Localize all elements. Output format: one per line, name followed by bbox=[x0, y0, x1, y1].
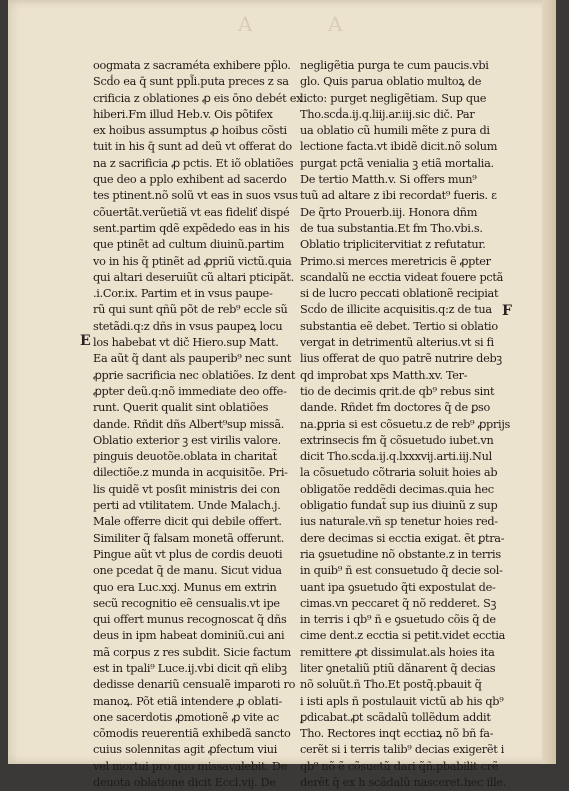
margin-marker-right: F bbox=[502, 303, 512, 319]
text-line: Tho.scḋa.ij.q.liij.ar.iij.sic dič. Par bbox=[300, 107, 475, 121]
text-line: qd improbat xps Matth.xv. Ter- bbox=[300, 368, 468, 382]
text-line: nõ soluũt.ñ Tho.Et postq̃.pbauit q̃ bbox=[300, 678, 482, 692]
text-line: vel mortui pro quo missavalebit. De bbox=[93, 759, 288, 773]
text-line: dilectiõe.z munda in acquisitõe. Pri- bbox=[93, 466, 288, 480]
running-head-left: A bbox=[238, 12, 255, 36]
text-line: derẽt q̃ ex h scãdalũ nasceret.hec ille. bbox=[300, 776, 507, 790]
text-line: cuius solennitas agit ꝓfectum viui bbox=[93, 743, 278, 757]
text-line: perti ad vtilitatem. Unde Malach.j. bbox=[93, 499, 281, 513]
text-line: ius naturale.vñ sp tenetur hoies red- bbox=[300, 515, 498, 529]
text-line: vo in his q̃ ptinẽt ad ꝓpriũ victũ.quia bbox=[93, 254, 292, 268]
text-line: qui altari deseruiũt cũ altari pticipãt. bbox=[93, 270, 294, 284]
text-line: lis quidẽ vt posſit ministris dei con bbox=[93, 482, 280, 496]
text-line: de tua substantia.Et fm Tho.vbi.s. bbox=[300, 221, 483, 235]
left-text-column bbox=[93, 58, 305, 791]
text-line: substantia eẽ debet. Tertio si oblatio bbox=[300, 319, 498, 333]
text-line: Primo.si merces meretricis ẽ ꝓpter bbox=[300, 254, 491, 268]
text-line: qui offert munus recognoscat q̃ dñs bbox=[93, 613, 287, 627]
right-text-column bbox=[300, 58, 512, 791]
text-line: ꝓpter deũ.q:nõ immediate deo offe- bbox=[93, 384, 287, 398]
running-head bbox=[8, 6, 556, 36]
text-line: crificia z oblationes ꝓ eis ōno debét ex bbox=[93, 91, 303, 105]
text-line: Similiter q̃ falsam monetã offerunt. bbox=[93, 531, 285, 545]
text-line: deus in ipm habeat dominiũ.cui ani bbox=[93, 629, 285, 643]
text-line: remittere ꝓt dissimulat.als hoies ita bbox=[300, 645, 495, 659]
running-head-right: A bbox=[328, 12, 345, 36]
text-line: i isti apls ñ postulauit victũ ab his qb⁹ bbox=[300, 694, 504, 708]
text-line: est in tpali⁹ Luce.ij.vbi dicit qñ elibꝫ bbox=[93, 661, 287, 675]
text-line: one pcedat q̃ de manu. Sicut vidua bbox=[93, 564, 282, 578]
book-page bbox=[8, 0, 556, 790]
text-line: Scḋo de illicite acquisitis.q:z de tua bbox=[300, 303, 492, 317]
text-line: que ptinẽt ad cultum diuinũ.partim bbox=[93, 238, 285, 252]
margin-marker-left: E bbox=[80, 333, 91, 349]
text-line: ua oblatio cũ humili mẽte z pura di bbox=[300, 124, 490, 138]
text-line: glo. Quis parua oblatio multoꝝ de bbox=[300, 75, 482, 89]
text-line: dicit Tho.scḋa.ij.q.lxxxvij.arti.iij.Nul bbox=[300, 450, 492, 464]
text-line: oogmata z sacraméta exhibere pp̃lo. bbox=[93, 59, 291, 72]
text-line: Tho. Rectores inqt ecctiaꝝ nõ bñ fa- bbox=[300, 727, 494, 741]
text-line: Oblatio exterior ꝫ est virilis valore. bbox=[93, 433, 281, 447]
text-line: negligẽtia purga te cum paucis.vbi bbox=[300, 59, 489, 72]
text-line: Scḋo ea q̄ sunt ppl̃i.puta preces z sa bbox=[93, 75, 289, 89]
text-line: Ea aũt q̃ dant als pauperib⁹ nec sunt bbox=[93, 352, 292, 366]
text-line: Male offerre dicit qui debile offert. bbox=[93, 515, 282, 529]
text-line: stetãdi.q:z dñs in vsus paupeꝝ locu bbox=[93, 319, 283, 333]
text-line: lectione facta.vt ibidẽ dicit.nõ solum bbox=[300, 140, 498, 154]
text-line: dande. Rñdit dñs Albert⁹sup missã. bbox=[93, 417, 285, 431]
text-line: Oblatio triplicitervitiat z refutatur. bbox=[300, 238, 486, 252]
text-line: obligatio fundat̃ sup ius diuinũ z sup bbox=[300, 499, 498, 513]
text-line: cimas.vn peccaret q̃ nõ redderet. Sꝫ bbox=[300, 596, 497, 610]
text-line: uant ipa ꝯsuetudo q̃ti expostulat de- bbox=[300, 580, 496, 594]
text-line: rũ qui sunt qñũ põt de reb⁹ eccle sũ bbox=[93, 303, 288, 317]
text-line: tuũ ad altare z ibi recordat⁹ fueris. ε bbox=[300, 189, 497, 203]
text-line: .i.Cor.ix. Partim et in vsus paupe- bbox=[93, 287, 273, 301]
text-line: qb⁹ nõ ẽ cõsuetũ dari q̃ñ.pbabilit crẽ bbox=[300, 759, 499, 773]
text-line: los habebat vt dič Hiero.sup Matt. bbox=[93, 336, 279, 350]
text-line: tuit in his q̄ sunt ad deũ vt offerat do bbox=[93, 140, 292, 154]
text-line: dere decimas si ecctia exigat. ẽt ꝑtra- bbox=[300, 531, 505, 545]
text-line: licto: purget negligẽtiam. Sup que bbox=[300, 91, 487, 105]
text-line: secũ recognitio eẽ censualis.vt ipe bbox=[93, 596, 280, 610]
text-line: deuota oblatione dicit Eccl.vij. De bbox=[93, 776, 276, 790]
text-line: one sacerdotis ꝓmotionẽ ꝓ vite ac bbox=[93, 710, 279, 724]
text-line: cõuertãt.verũetiã vt eas fideliť dispé bbox=[93, 205, 290, 219]
text-line: la cõsuetudo cõtraria soluit hoies ab bbox=[300, 466, 498, 480]
text-line: obligatõe reddẽdi decimas.quia hec bbox=[300, 482, 494, 496]
text-line: si de lucro peccati oblationẽ recipiat bbox=[300, 287, 499, 301]
text-line: cõmodis reuerentiã exhibedã sancto bbox=[93, 727, 291, 741]
text-line: purgat pctã venialia ꝫ etiã mortalia. bbox=[300, 156, 494, 170]
text-line: dande. Rñdet fm doctores q̃ de ꝑso bbox=[300, 401, 491, 415]
text-line: manoꝝ. Põt etiã intendere ꝓ oblati- bbox=[93, 694, 282, 708]
text-line: ꝑdicabat.ꝓt scãdalũ tollẽdum addit bbox=[300, 710, 491, 724]
text-line: sent.partim qdẽ expẽdedo eas in his bbox=[93, 221, 290, 235]
text-line: hiberi.Fm illud Heb.v. Ois põtifex bbox=[93, 107, 273, 121]
text-line: tio de decimis qrit.de qb⁹ rebus sint bbox=[300, 384, 495, 398]
text-line: De tertio Matth.v. Si offers mun⁹ bbox=[300, 173, 477, 187]
text-line: tes ptinent.nõ solũ vt eas in suos vsus bbox=[93, 189, 298, 203]
text-line: dedisse denariũ censualẽ imparoti ro bbox=[93, 678, 296, 692]
text-line: extrinsecis fm q̃ cõsuetudo iubet.vn bbox=[300, 433, 494, 447]
text-line: runt. Querit qualit sint oblatiões bbox=[93, 401, 269, 415]
text-line: ria ꝯsuetudine nõ obstante.z in terris bbox=[300, 547, 501, 561]
text-line: cime dent.z ecctia si petit.videt ecctia bbox=[300, 629, 506, 643]
text-line: na z sacrificia ꝓ pctis. Et iõ oblatiões bbox=[93, 156, 294, 170]
text-line: mã corpus z res subdit. Sicie factum bbox=[93, 645, 291, 659]
text-line: liter ꝯnetaliũ ptiũ dãnarent q̃ decias bbox=[300, 661, 496, 675]
text-line: cerẽt si i terris talib⁹ decias exigerẽt i bbox=[300, 743, 505, 757]
text-line: vergat in detrimentũ alterius.vt si fi bbox=[300, 336, 494, 350]
text-line: na.ꝑpria si est cõsuetu.z de reb⁹ ꝓprijs bbox=[300, 417, 511, 431]
text-line: pinguis deuotõe.oblata in charitat̃ bbox=[93, 450, 277, 464]
text-line: ex hoibus assumptus ꝓ hoibus cõsti bbox=[93, 124, 287, 138]
text-line: quo era Luc.xxj. Munus em extrin bbox=[93, 580, 277, 594]
text-line: que deo a pplo exhibent ad sacerdo bbox=[93, 173, 287, 187]
text-line: lius offerat de quo patrẽ nutrire debꝫ bbox=[300, 352, 502, 366]
text-line: Pingue aũt vt plus de cordis deuoti bbox=[93, 547, 283, 561]
text-line: De q̃rto Prouerb.iij. Honora dñm bbox=[300, 205, 478, 219]
page-edge bbox=[542, 0, 556, 764]
text-line: in quib⁹ ñ est consuetudo q̃ decie sol- bbox=[300, 564, 503, 578]
text-line: scandalũ ne ecctia videat fouere pctã bbox=[300, 270, 504, 284]
text-line: ꝓprie sacrificia nec oblatiões. Iz dent bbox=[93, 368, 296, 382]
text-line: in terris i qb⁹ ñ e ꝯsuetudo cõis q̃ de bbox=[300, 613, 496, 627]
